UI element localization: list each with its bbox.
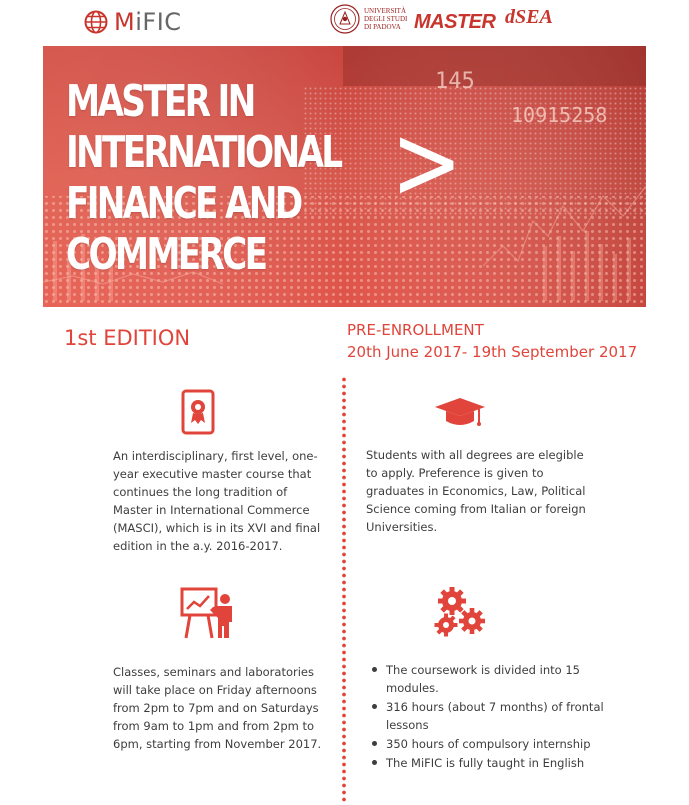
hero-title (66, 76, 418, 280)
hero-title-line: FINANCE AND (66, 178, 301, 229)
list-item: 350 hours of compulsory internship (366, 735, 606, 753)
list-item: The MiFIC is fully taught in English (366, 754, 606, 772)
interdisciplinary-description: An interdisciplinary, first level, one-year executive master course that continues the long tradition of Master in International Commerce (MASCI), which is in its XVI and final edition in the a.y. 2016-2017. (113, 449, 321, 553)
dsea-logo (505, 6, 598, 29)
edition-label: 1st EDITION (64, 326, 191, 350)
dsea-logo-text: dSEA (505, 6, 553, 28)
list-item: 316 hours (about 7 months) of frontal lessons (366, 698, 606, 734)
dotted-divider (341, 376, 347, 802)
classes-schedule-description: Classes, seminars and laboratories will take place on Friday afternoons from 2pm to 7pm and on Saturdays from 9am to 1pm and from 2pm to 6pm, starting from November 2017. (113, 665, 322, 751)
preenrollment-label: PRE-ENROLLMENT (347, 321, 484, 339)
students-eligibility-description: Students with all degrees are elegible to apply. Preference is given to graduates in Economics, Law, Political Science coming from Italian or foreign Universities. (366, 448, 586, 534)
globe-icon (84, 10, 108, 34)
master-logo (414, 6, 495, 34)
hero-title-line: INTERNATIONAL (66, 127, 341, 178)
list-item: The coursework is divided into 15 modules. (366, 661, 606, 697)
mific-logo-text: MiFIC (114, 8, 182, 36)
university-seal-icon (330, 4, 360, 34)
hero-title-line: MASTER IN (66, 76, 254, 127)
dsea-logo-small-print (556, 15, 598, 20)
preenrollment-dates: 20th June 2017- 19th September 2017 (347, 343, 638, 361)
graduation-cap-icon (433, 397, 487, 431)
hero-ticker-number-2: 10915258 (511, 103, 608, 127)
unipd-logo (330, 4, 407, 34)
mific-logo (84, 8, 182, 36)
features-list (366, 661, 606, 773)
certificate-icon (181, 389, 215, 435)
hero-chevron: > (391, 102, 463, 224)
master-logo-text: MASTER (414, 11, 496, 33)
unipd-logo-text: UNIVERSITÀ DEGLI STUDI DI PADOVA (364, 7, 408, 31)
presentation-icon (180, 586, 236, 640)
hero-ticker-number-1: 145 (435, 69, 475, 94)
hero-title-line: COMMERCE (66, 229, 266, 280)
gears-icon (432, 585, 488, 639)
preenrollment-block (347, 319, 637, 363)
